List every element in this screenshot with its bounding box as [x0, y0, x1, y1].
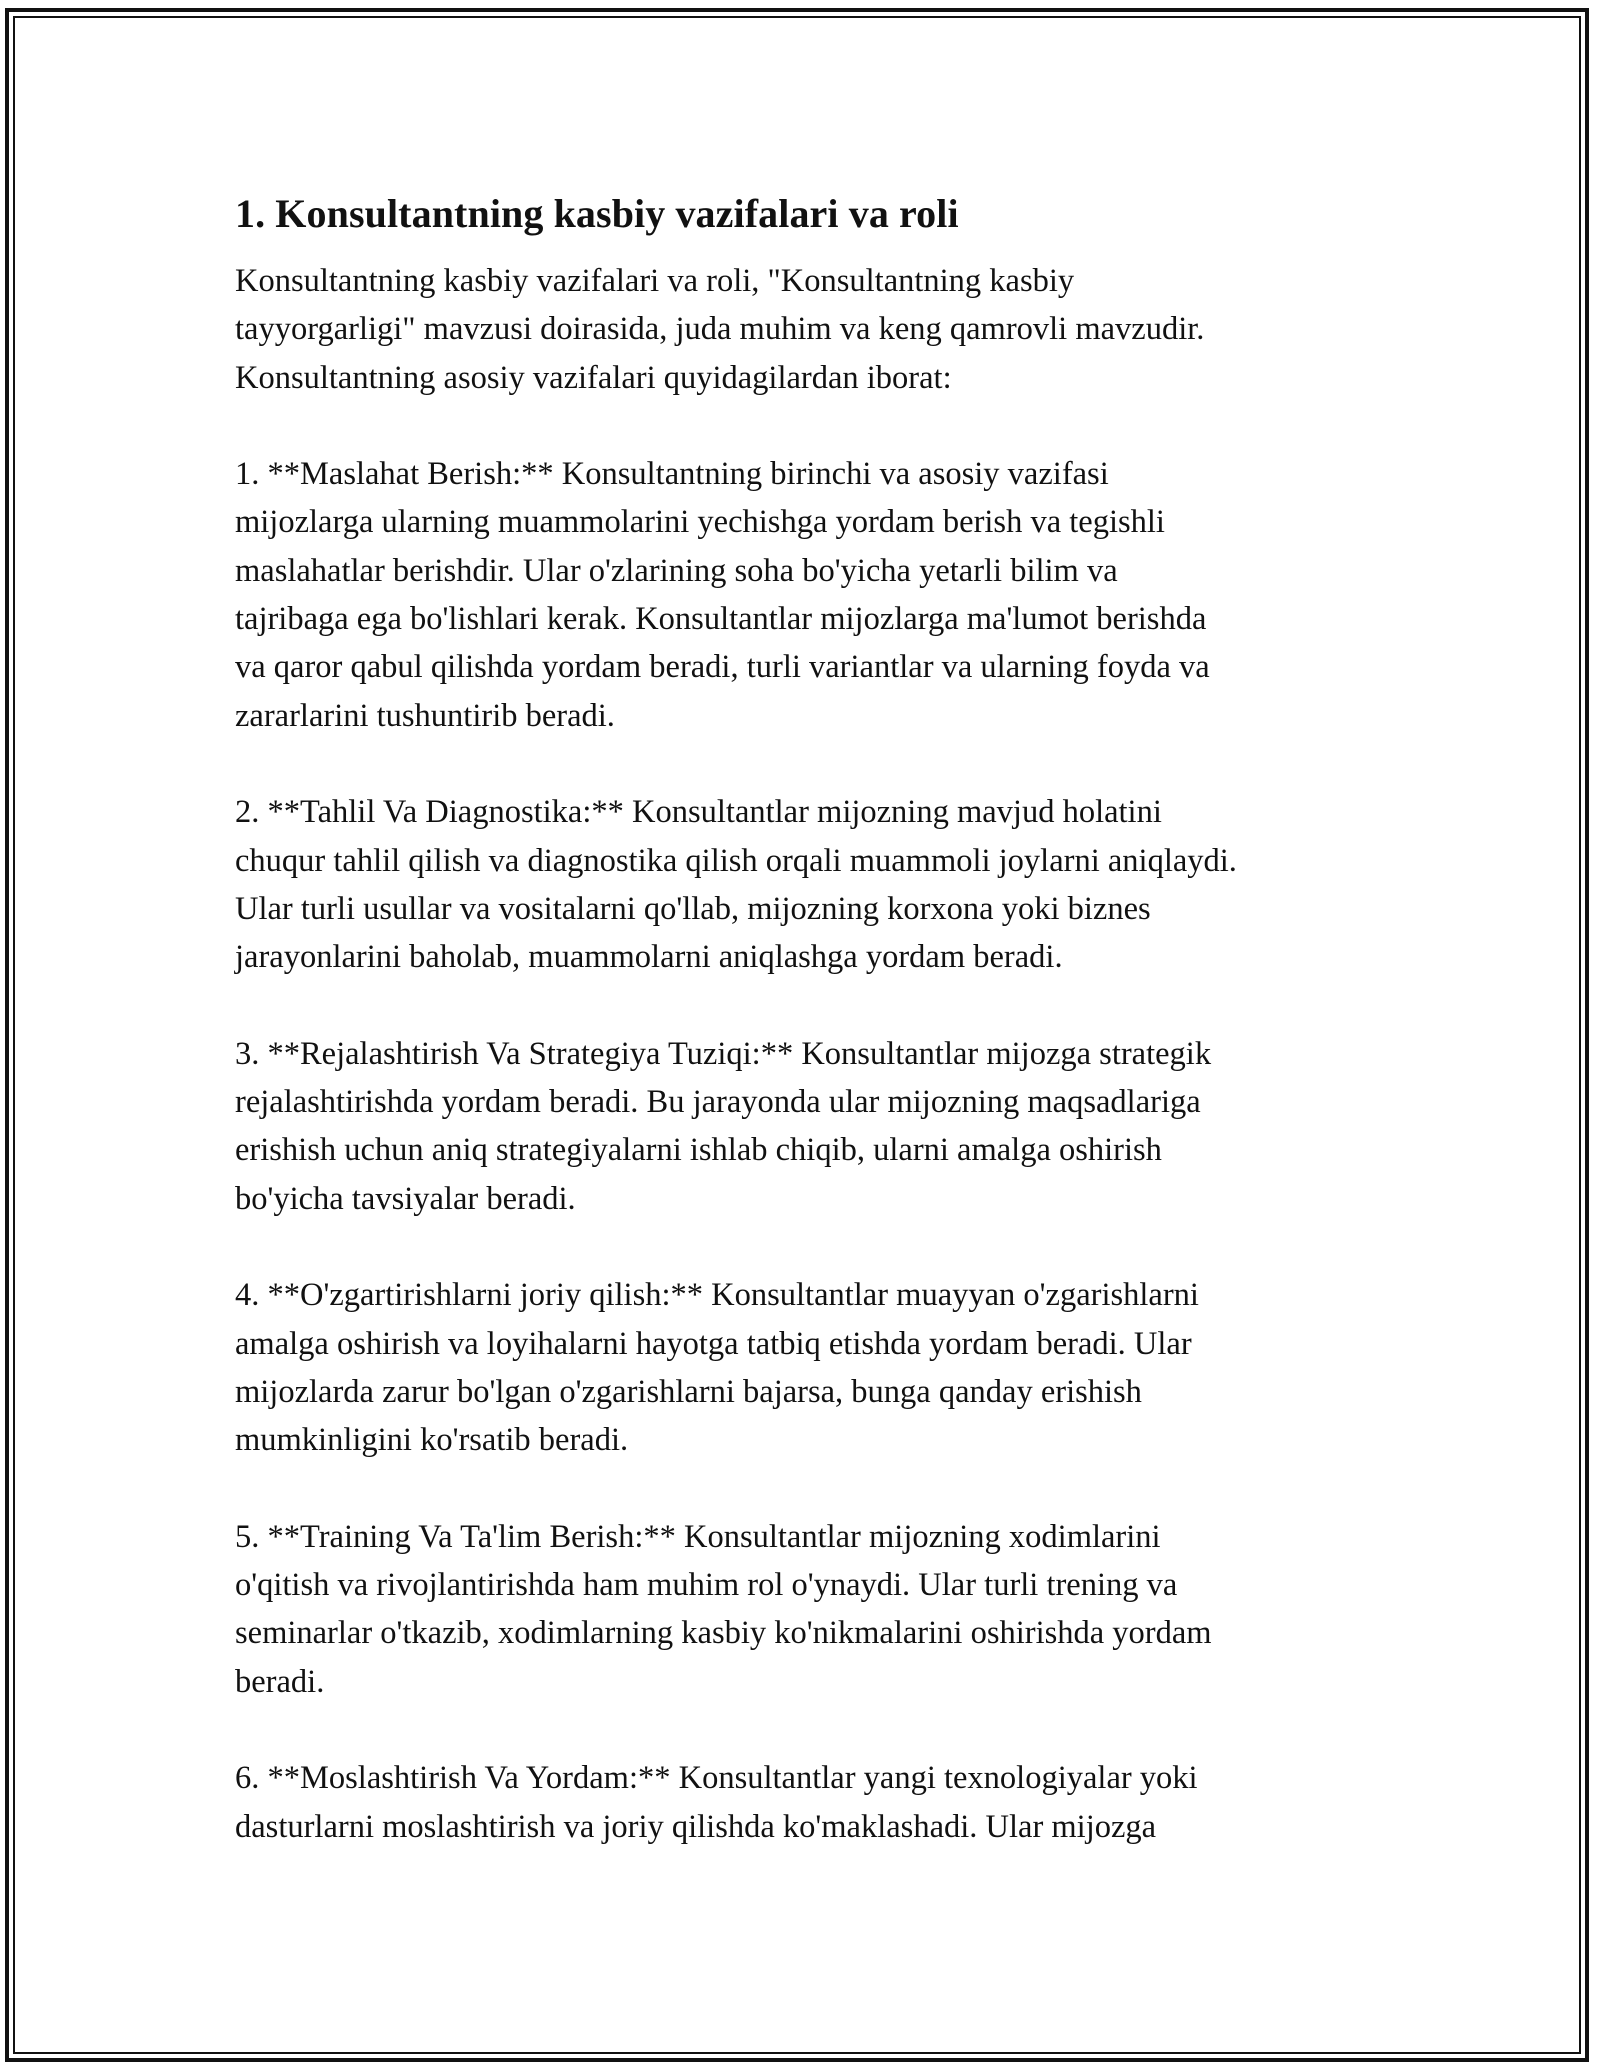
paragraph-spacer	[235, 1706, 1375, 1754]
paragraph-spacer	[235, 740, 1375, 788]
paragraph-spacer	[235, 1464, 1375, 1512]
list-item-ozgartirishlar: 4. **O'zgartirishlarni joriy qilish:** Konsultantlar muayyan o'zgarishlarni amalga oshirish va loyihalarni hayotga tatbiq etishda yordam beradi. Ular mijozlarda zarur bo'lgan o'zgarishlarni bajarsa, bunga qanday erishish mumkinligini ko'rsatib beradi.	[235, 1277, 1199, 1459]
list-item-training: 5. **Training Va Ta'lim Berish:** Konsultantlar mijozning xodimlarini o'qitish va rivojlantirishda ham muhim rol o'ynaydi. Ular turli trening va seminarlar o'tkazib, xodimlarning kasbiy ko'nikmalarini oshirishda yordam beradi.	[235, 1518, 1212, 1700]
document-body	[235, 183, 1375, 1851]
list-item-rejalashtirish: 3. **Rejalashtirish Va Strategiya Tuziqi:** Konsultantlar mijozga strategik rejalashtirishda yordam beradi. Bu jarayonda ular mijozning maqsadlariga erishish uchun aniq strategiyalarni ishlab chiqib, ularni amalga oshirish bo'yicha tavsiyalar beradi.	[235, 1035, 1212, 1217]
list-item-tahlil-diagnostika: 2. **Tahlil Va Diagnostika:** Konsultantlar mijozning mavjud holatini chuqur tahlil qilish va diagnostika qilish orqali muammoli joylarni aniqlaydi. Ular turli usullar va vositalarni qo'llab, mijozning korxona yoki biznes jarayonlarini baholab, muammolarni aniqlashga yordam beradi.	[235, 794, 1237, 976]
paragraph-spacer	[235, 981, 1375, 1029]
list-item-maslahat-berish: 1. **Maslahat Berish:** Konsultantning birinchi va asosiy vazifasi mijozlarga ularning muammolarini yechishga yordam berish va tegishli maslahatlar berishdir. Ular o'zlarining soha bo'yicha yetarli bilim va tajribaga ega bo'lishlari kerak. Konsultantlar mijozlarga ma'lumot berishda va qaror qabul qilishda yordam beradi, turli variantlar va ularning foyda va zararlarini tushuntirib beradi.	[235, 456, 1210, 734]
section-heading: 1. Konsultantning kasbiy vazifalari va roli	[235, 191, 959, 236]
paragraph-spacer	[235, 402, 1375, 450]
list-item-moslashtirish: 6. **Moslashtirish Va Yordam:** Konsultantlar yangi texnologiyalar yoki dasturlarni moslashtirish va joriy qilishda ko'maklashadi. Ular mijozga	[235, 1760, 1198, 1845]
paragraph-spacer	[235, 1223, 1375, 1271]
intro-paragraph: Konsultantning kasbiy vazifalari va roli, "Konsultantning kasbiy tayyorgarligi" mavzusi doirasida, juda muhim va keng qamrovli mavzudir. Konsultantning asosiy vazifalari quyidagilardan iborat:	[235, 263, 1205, 396]
